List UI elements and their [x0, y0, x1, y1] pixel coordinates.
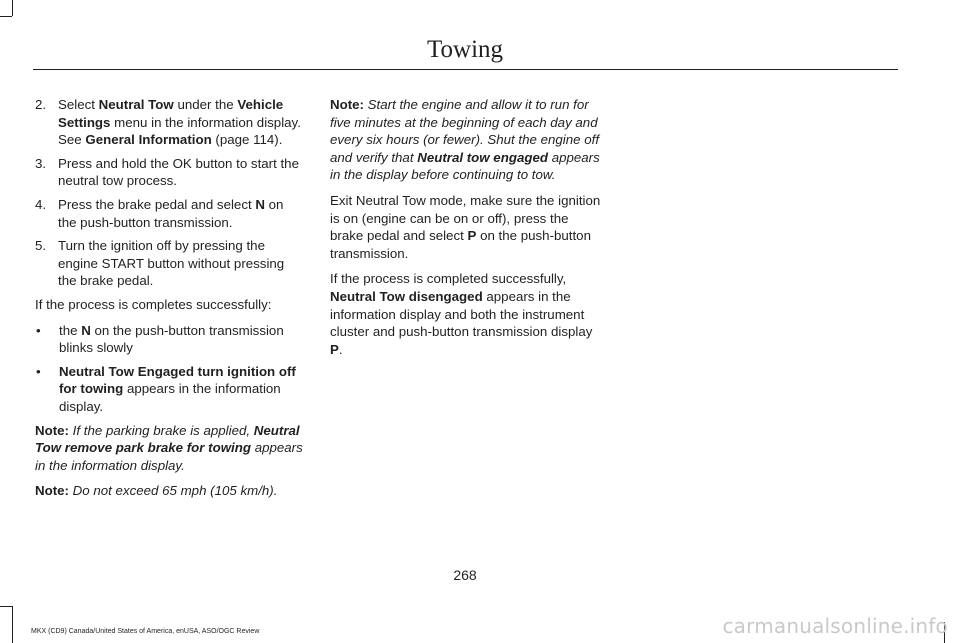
- text-run: on the push-button transmission.: [58, 196, 284, 230]
- bullet-text: [59, 363, 305, 416]
- crop-mark-bottom-left-h: [0, 606, 12, 607]
- steps-list: [35, 96, 305, 290]
- text-run: Turn the ignition off by pressing the engine START button without pressing the brake pedal.: [58, 238, 285, 289]
- step-number: 3.: [35, 155, 47, 171]
- text-run: Press the brake pedal and select: [58, 196, 256, 212]
- text-run: (page 114).: [211, 132, 283, 148]
- text-run: appears in the information display.: [35, 440, 303, 473]
- step-text: [58, 155, 305, 190]
- text-run: Neutral Tow disengaged: [330, 288, 483, 304]
- body-paragraph: [330, 192, 602, 262]
- right-column: [330, 96, 602, 366]
- text-run: Vehicle Settings: [58, 97, 284, 130]
- text-run: Do not exceed 65 mph (105 km/h).: [68, 483, 278, 499]
- step-text: [58, 237, 305, 290]
- text-run: Start the engine and allow it to run for five minutes at the beginning of each day and every six hours (or fewer). Shut the engine off and verify that: [330, 97, 600, 165]
- left-column: [35, 96, 305, 508]
- right-paragraphs: [330, 96, 602, 358]
- text-run: Neutral Tow: [98, 97, 174, 112]
- process-intro: If the process is completes successfully:: [35, 296, 272, 312]
- watermark: carmanualsonline.info: [722, 614, 948, 638]
- text-run: appears in the display before continuing to tow.: [330, 149, 600, 183]
- text-run: Select: [58, 97, 99, 112]
- page-number: 268: [453, 567, 477, 583]
- page-title: Towing: [426, 36, 504, 63]
- bullet-list: [35, 322, 305, 416]
- step-item: [35, 155, 305, 190]
- text-run: under the: [173, 97, 238, 112]
- step-number: 4.: [35, 196, 47, 212]
- step-text: [58, 96, 305, 149]
- text-run: on the push-button transmission blinks slowly: [59, 322, 284, 356]
- text-run: P: [467, 228, 477, 244]
- step-text: [58, 196, 305, 231]
- text-run: Neutral Tow remove park brake for towing: [35, 422, 300, 456]
- left-notes: [35, 422, 305, 500]
- bullet-icon: •: [36, 322, 41, 338]
- text-run: menu in the information display. See: [58, 114, 301, 148]
- text-run: Exit Neutral Tow mode, make sure the ignition is on (engine can be on or off), press the brake pedal and select: [330, 192, 601, 244]
- note-paragraph: [35, 482, 305, 500]
- step-item: [35, 96, 305, 149]
- bullet-text: [59, 322, 305, 357]
- text-run: General Information: [85, 132, 212, 148]
- text-run: Note:: [35, 483, 69, 499]
- text-run: P: [330, 341, 339, 357]
- text-run: N: [81, 322, 91, 338]
- bullet-icon: •: [36, 363, 41, 379]
- text-run: Note:: [35, 422, 69, 438]
- text-run: appears in the information display.: [59, 381, 281, 414]
- body-paragraph: [330, 270, 602, 358]
- text-run: If the process is completed successfully,: [330, 271, 567, 287]
- step-number: 5.: [35, 238, 47, 254]
- text-run: N: [255, 196, 265, 212]
- footer-text: MKX (CD9) Canada/United States of America, enUSA, ASO/OGC Review: [31, 628, 260, 635]
- text-run: .: [338, 341, 343, 357]
- crop-mark-top-left-v: [12, 0, 13, 16]
- crop-mark-bottom-left-v: [12, 606, 13, 643]
- text-run: If the parking brake is applied,: [68, 422, 254, 438]
- text-run: Neutral tow engaged: [417, 149, 548, 165]
- step-item: [35, 237, 305, 290]
- note-paragraph: [35, 422, 305, 475]
- text-run: the: [59, 322, 82, 338]
- bullet-item: [35, 322, 305, 357]
- step-number: 2.: [35, 97, 47, 112]
- header-divider: [33, 69, 898, 70]
- text-run: appears in the information display and both the instrument cluster and push-button transmission display: [330, 288, 593, 340]
- text-run: Press and hold the OK button to start the neutral tow process.: [58, 155, 299, 189]
- text-run: on the push-button transmission.: [330, 228, 591, 261]
- bullet-item: [35, 363, 305, 416]
- text-run: Note:: [330, 97, 364, 112]
- body-paragraph: [330, 96, 602, 184]
- crop-mark-top-left-h: [0, 16, 12, 17]
- text-run: Neutral Tow Engaged turn ignition off for towing: [59, 363, 296, 397]
- step-item: [35, 196, 305, 231]
